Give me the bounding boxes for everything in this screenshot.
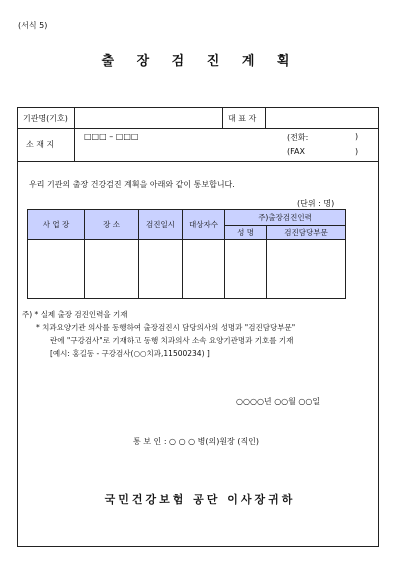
- note-line-4: [예시: 홍길동 - 구강검사(○○치과,11500234) ]: [50, 349, 210, 358]
- col-header-site: 사 업 장: [28, 210, 85, 240]
- col-header-place: 장 소: [85, 210, 139, 240]
- page-title: 출 장 검 진 계 획: [101, 54, 299, 69]
- phone-label: (전화:: [287, 133, 309, 142]
- representative-divider-right: [265, 108, 266, 128]
- table-row: [28, 240, 346, 299]
- cell-name[interactable]: [225, 240, 267, 299]
- header-divider-2: [18, 161, 378, 162]
- col-header-date: 검진일시: [139, 210, 183, 240]
- exam-plan-table: [27, 209, 346, 299]
- intro-text: 우리 기관의 출장 건강검진 계획을 아래와 같이 통보합니다.: [29, 180, 235, 189]
- phone-close: ): [355, 132, 359, 141]
- cell-site[interactable]: [28, 240, 85, 299]
- label-column-divider: [74, 108, 75, 161]
- col-header-dept: 검진담당부문: [267, 226, 346, 240]
- col-header-name: 성 명: [225, 226, 267, 240]
- unit-text: (단위 : 명): [297, 199, 335, 208]
- header-divider-1: [18, 128, 378, 129]
- form-number: (서식 5): [18, 21, 48, 30]
- reporter-line: 통 보 인 : ○ ○ ○ 병(의)원장 (직인): [133, 437, 260, 446]
- col-header-count: 대상자수: [183, 210, 225, 240]
- cell-date[interactable]: [139, 240, 183, 299]
- postal-code: □□□ – □□□: [84, 132, 139, 141]
- institution-label: 기관명(기호): [23, 114, 68, 123]
- representative-label: 대 표 자: [228, 114, 257, 123]
- location-label: 소 재 지: [26, 140, 55, 149]
- note-line-1: 주) * 실제 출장 검진인력을 기재: [22, 310, 128, 319]
- fax-label: (FAX: [287, 147, 305, 156]
- notes: [22, 308, 295, 360]
- cell-dept[interactable]: [267, 240, 346, 299]
- col-header-staff: 주)출장검진인력: [225, 210, 346, 226]
- representative-divider-left: [222, 108, 223, 128]
- date-line: ○○○○년 ○○월 ○○일: [236, 397, 321, 406]
- note-line-2: * 치과요양기관 의사를 동행하여 출장검진시 담당의사의 성명과 "검진담당부문": [36, 323, 296, 332]
- addressee: 국민건강보험 공단 이사장귀하: [104, 493, 296, 506]
- fax-close: ): [355, 147, 359, 156]
- cell-count[interactable]: [183, 240, 225, 299]
- cell-place[interactable]: [85, 240, 139, 299]
- note-line-3: 란에 "구강검사"로 기재하고 동행 치과의사 소속 요양기관명과 기호를 기재: [50, 336, 294, 345]
